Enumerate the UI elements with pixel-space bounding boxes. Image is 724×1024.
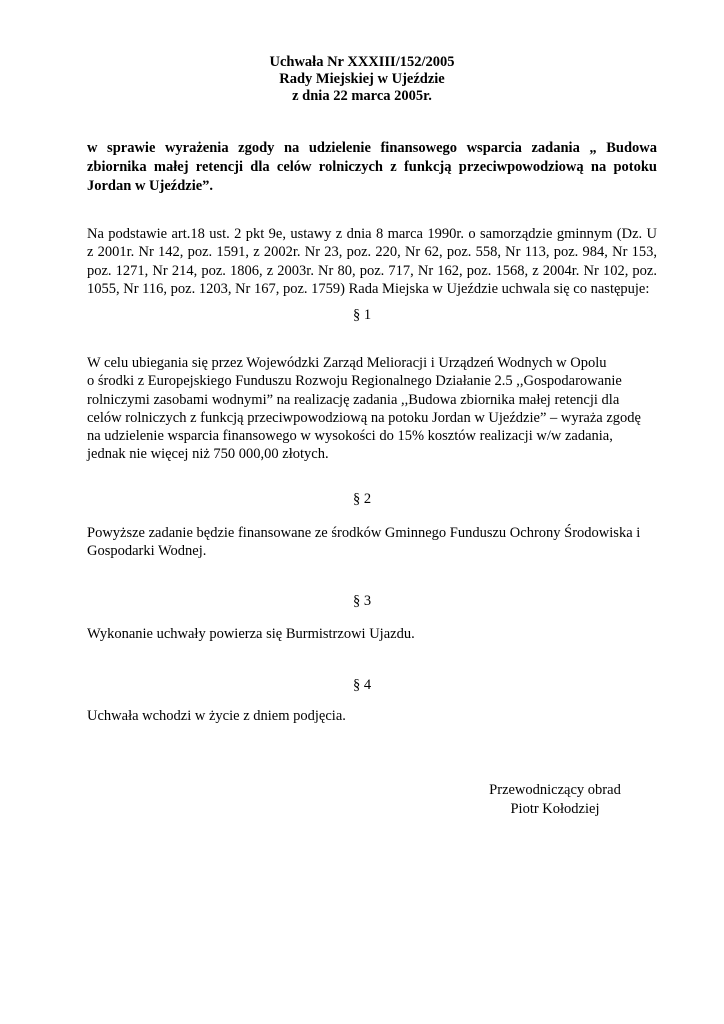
legal-basis-line: 1055, Nr 116, poz. 1203, Nr 167, poz. 1759) Rada Miejska w Ujeździe uchwala się co następuje: — [87, 280, 650, 297]
paragraph-line: Gospodarki Wodnej. — [87, 543, 207, 560]
section-2-mark: § 2 — [352, 491, 372, 507]
paragraph-line: W celu ubiegania się przez Wojewódzki Zarząd Melioracji i Urządzeń Wodnych w Opolu — [87, 355, 607, 371]
paragraph-line: na udzielenie wsparcia finansowego w wysokości do 15% kosztów realizacji w/w zadania, — [87, 428, 613, 445]
section-3-text — [87, 625, 657, 643]
section-3-mark: § 3 — [352, 593, 372, 609]
signature-name: Piotr Kołodziej — [510, 800, 600, 817]
signature-block — [460, 781, 650, 818]
subject-line: zbiornika małej retencji dla celów rolniczych z funkcją przeciwpowodziową na potoku — [87, 159, 657, 175]
legal-basis-line: poz. 1271, Nr 214, poz. 1806, z 2003r. Nr 80, poz. 717, Nr 162, poz. 1568, z 2004r. Nr 102, poz. — [87, 262, 657, 279]
legal-basis-line: z 2001r. Nr 142, poz. 1591, z 2002r. Nr 23, poz. 220, Nr 62, poz. 558, Nr 113, poz. 984, Nr 153, — [87, 244, 657, 261]
paragraph-line: Powyższe zadanie będzie finansowane ze środków Gminnego Funduszu Ochrony Środowiska i — [87, 525, 641, 541]
paragraph-line: celów rolniczych z funkcją przeciwpowodziową na potoku Jordan w Ujeździe” – wyraża zgodę — [87, 409, 641, 426]
issuing-council: Rady Miejskiej w Ujeździe — [279, 71, 445, 87]
subject-line: Jordan w Ujeździe”. — [87, 178, 214, 194]
paragraph-line: Uchwała wchodzi w życie z dniem podjęcia. — [87, 708, 346, 724]
signature-title: Przewodniczący obrad — [489, 782, 621, 798]
section-4-mark: § 4 — [352, 677, 372, 693]
paragraph-line: Wykonanie uchwały powierza się Burmistrzowi Ujazdu. — [87, 626, 415, 642]
paragraph-line: o środki z Europejskiego Funduszu Rozwoju Regionalnego Działanie 2.5 ,,Gospodarowanie — [87, 373, 622, 390]
section-1-text — [87, 354, 657, 464]
paragraph-line: jednak nie więcej niż 750 000,00 złotych. — [87, 446, 329, 463]
legal-basis — [87, 225, 657, 298]
section-4-text — [87, 707, 657, 725]
resolution-header — [0, 54, 724, 105]
section-1-mark: § 1 — [352, 307, 372, 323]
resolution-subject — [87, 139, 657, 196]
subject-line: w sprawie wyrażenia zgody na udzielenie finansowego wsparcia zadania „ Budowa — [87, 140, 657, 156]
section-2-text — [87, 524, 657, 561]
paragraph-line: rolniczymi zasobami wodnymi” na realizację zadania ,,Budowa zbiornika małej retencji dla — [87, 391, 620, 408]
resolution-number: Uchwała Nr XXXIII/152/2005 — [269, 54, 455, 70]
resolution-date: z dnia 22 marca 2005r. — [292, 88, 432, 104]
legal-basis-line: Na podstawie art.18 ust. 2 pkt 9e, ustawy z dnia 8 marca 1990r. o samorządzie gminnym (Dz. U — [87, 226, 657, 242]
